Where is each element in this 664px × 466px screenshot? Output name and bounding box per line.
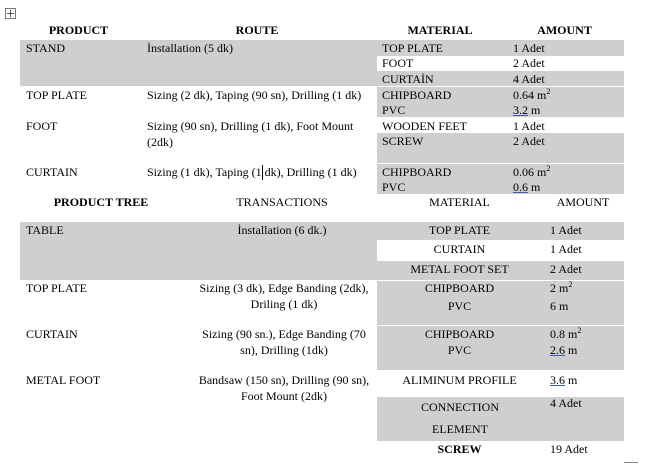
amount-cell: 19 Adet [550,442,588,456]
amount-cell: 3.2 m [513,103,541,117]
product-cell: CURTAIN [26,165,78,179]
route-cell: Sizing (90 sn.), Edge Banding (70 sn), Drilling (1dk) [202,327,366,357]
material-cell: CHIPBOARD [424,327,495,341]
table-move-handle-icon[interactable] [5,8,16,19]
amount-cell: 2 Adet [513,134,545,148]
product-cell: FOOT [26,119,58,133]
header-product: PRODUCT [48,23,109,37]
material-cell: TOP PLATE [382,41,444,55]
material-cell: SCREW [382,134,424,148]
amount-cell: 4 Adet [550,396,582,410]
material-cell: PVC [382,180,406,194]
amount-cell: 1 Adet [550,242,582,256]
route-cell: Sizing (90 sn), Drilling (1 dk), Foot Mount (2dk) [147,119,354,149]
amount-cell: 0.8 $m^2$ [550,326,582,341]
amount-cell: 2 $m^2$ [550,280,573,295]
material-cell: ALIMINUM PROFILE [402,373,517,387]
header-amount: AMOUNT [556,195,610,209]
material-cell: WOODEN FEET [382,119,467,133]
page-corner-mark [624,462,638,463]
product-cell: TOP PLATE [26,281,88,295]
header-route: ROUTE [235,23,279,37]
route-cell: Sizing (1 dk), Taping (1 dk), Drilling (1 dk) [147,165,357,179]
product-cell: TOP PLATE [26,88,88,102]
material-cell: CHIPBOARD [382,88,452,102]
route-cell: İnstallation (5 dk) [147,41,233,55]
amount-cell: 1 Adet [513,41,545,55]
material-cell: CHIPBOARD [382,165,452,179]
product-cell: CURTAIN [26,327,78,341]
header-product-tree: PRODUCT TREE [53,195,149,209]
amount-cell: 1 Adet [513,119,545,133]
material-cell: FOOT [382,56,414,70]
header-material: MATERIAL [429,195,490,209]
material-cell: CONNECTION ELEMENT [421,400,499,436]
product-cell: STAND [26,41,66,55]
material-cell: TOP PLATE [428,223,490,237]
amount-cell: 0.6 m [513,180,541,194]
material-cell: PVC [382,103,406,117]
amount-cell: 0.06 $m^2$ [513,164,551,179]
header-transactions: TRANSACTIONS [236,195,328,209]
amount-cell: 2 Adet [513,56,545,70]
material-cell: SCREW [437,442,482,456]
material-cell: PVC [447,343,472,357]
amount-cell: 6 m [550,299,569,313]
route-cell: Bandsaw (150 sn), Drilling (90 sn), Foot Mount (2dk) [198,373,370,403]
route-cell: Sizing (2 dk), Taping (90 sn), Drilling (1 dk) [147,88,362,102]
header-material: MATERIAL [407,23,473,37]
amount-cell: 3.6 m [550,373,578,387]
amount-cell: 2.6 m [550,343,578,357]
amount-cell: 4 Adet [513,72,545,86]
material-cell: METAL FOOT SET [410,262,509,276]
material-cell: CHIPBOARD [424,281,495,295]
material-cell: CURTAİN [382,72,434,86]
amount-cell: 2 Adet [550,262,582,276]
material-cell: CURTAIN [433,242,486,256]
route-cell: Sizing (3 dk), Edge Banding (2dk), Driling (1 dk) [199,281,369,311]
product-cell: TABLE [26,223,64,237]
header-amount: AMOUNT [537,23,592,37]
amount-cell: 1 Adet [550,223,582,237]
amount-cell: 0.64 $m^2$ [513,87,551,102]
route-cell: İnstallation (6 dk.) [237,223,327,237]
material-cell: PVC [447,299,472,313]
product-cell: METAL FOOT [26,373,101,387]
